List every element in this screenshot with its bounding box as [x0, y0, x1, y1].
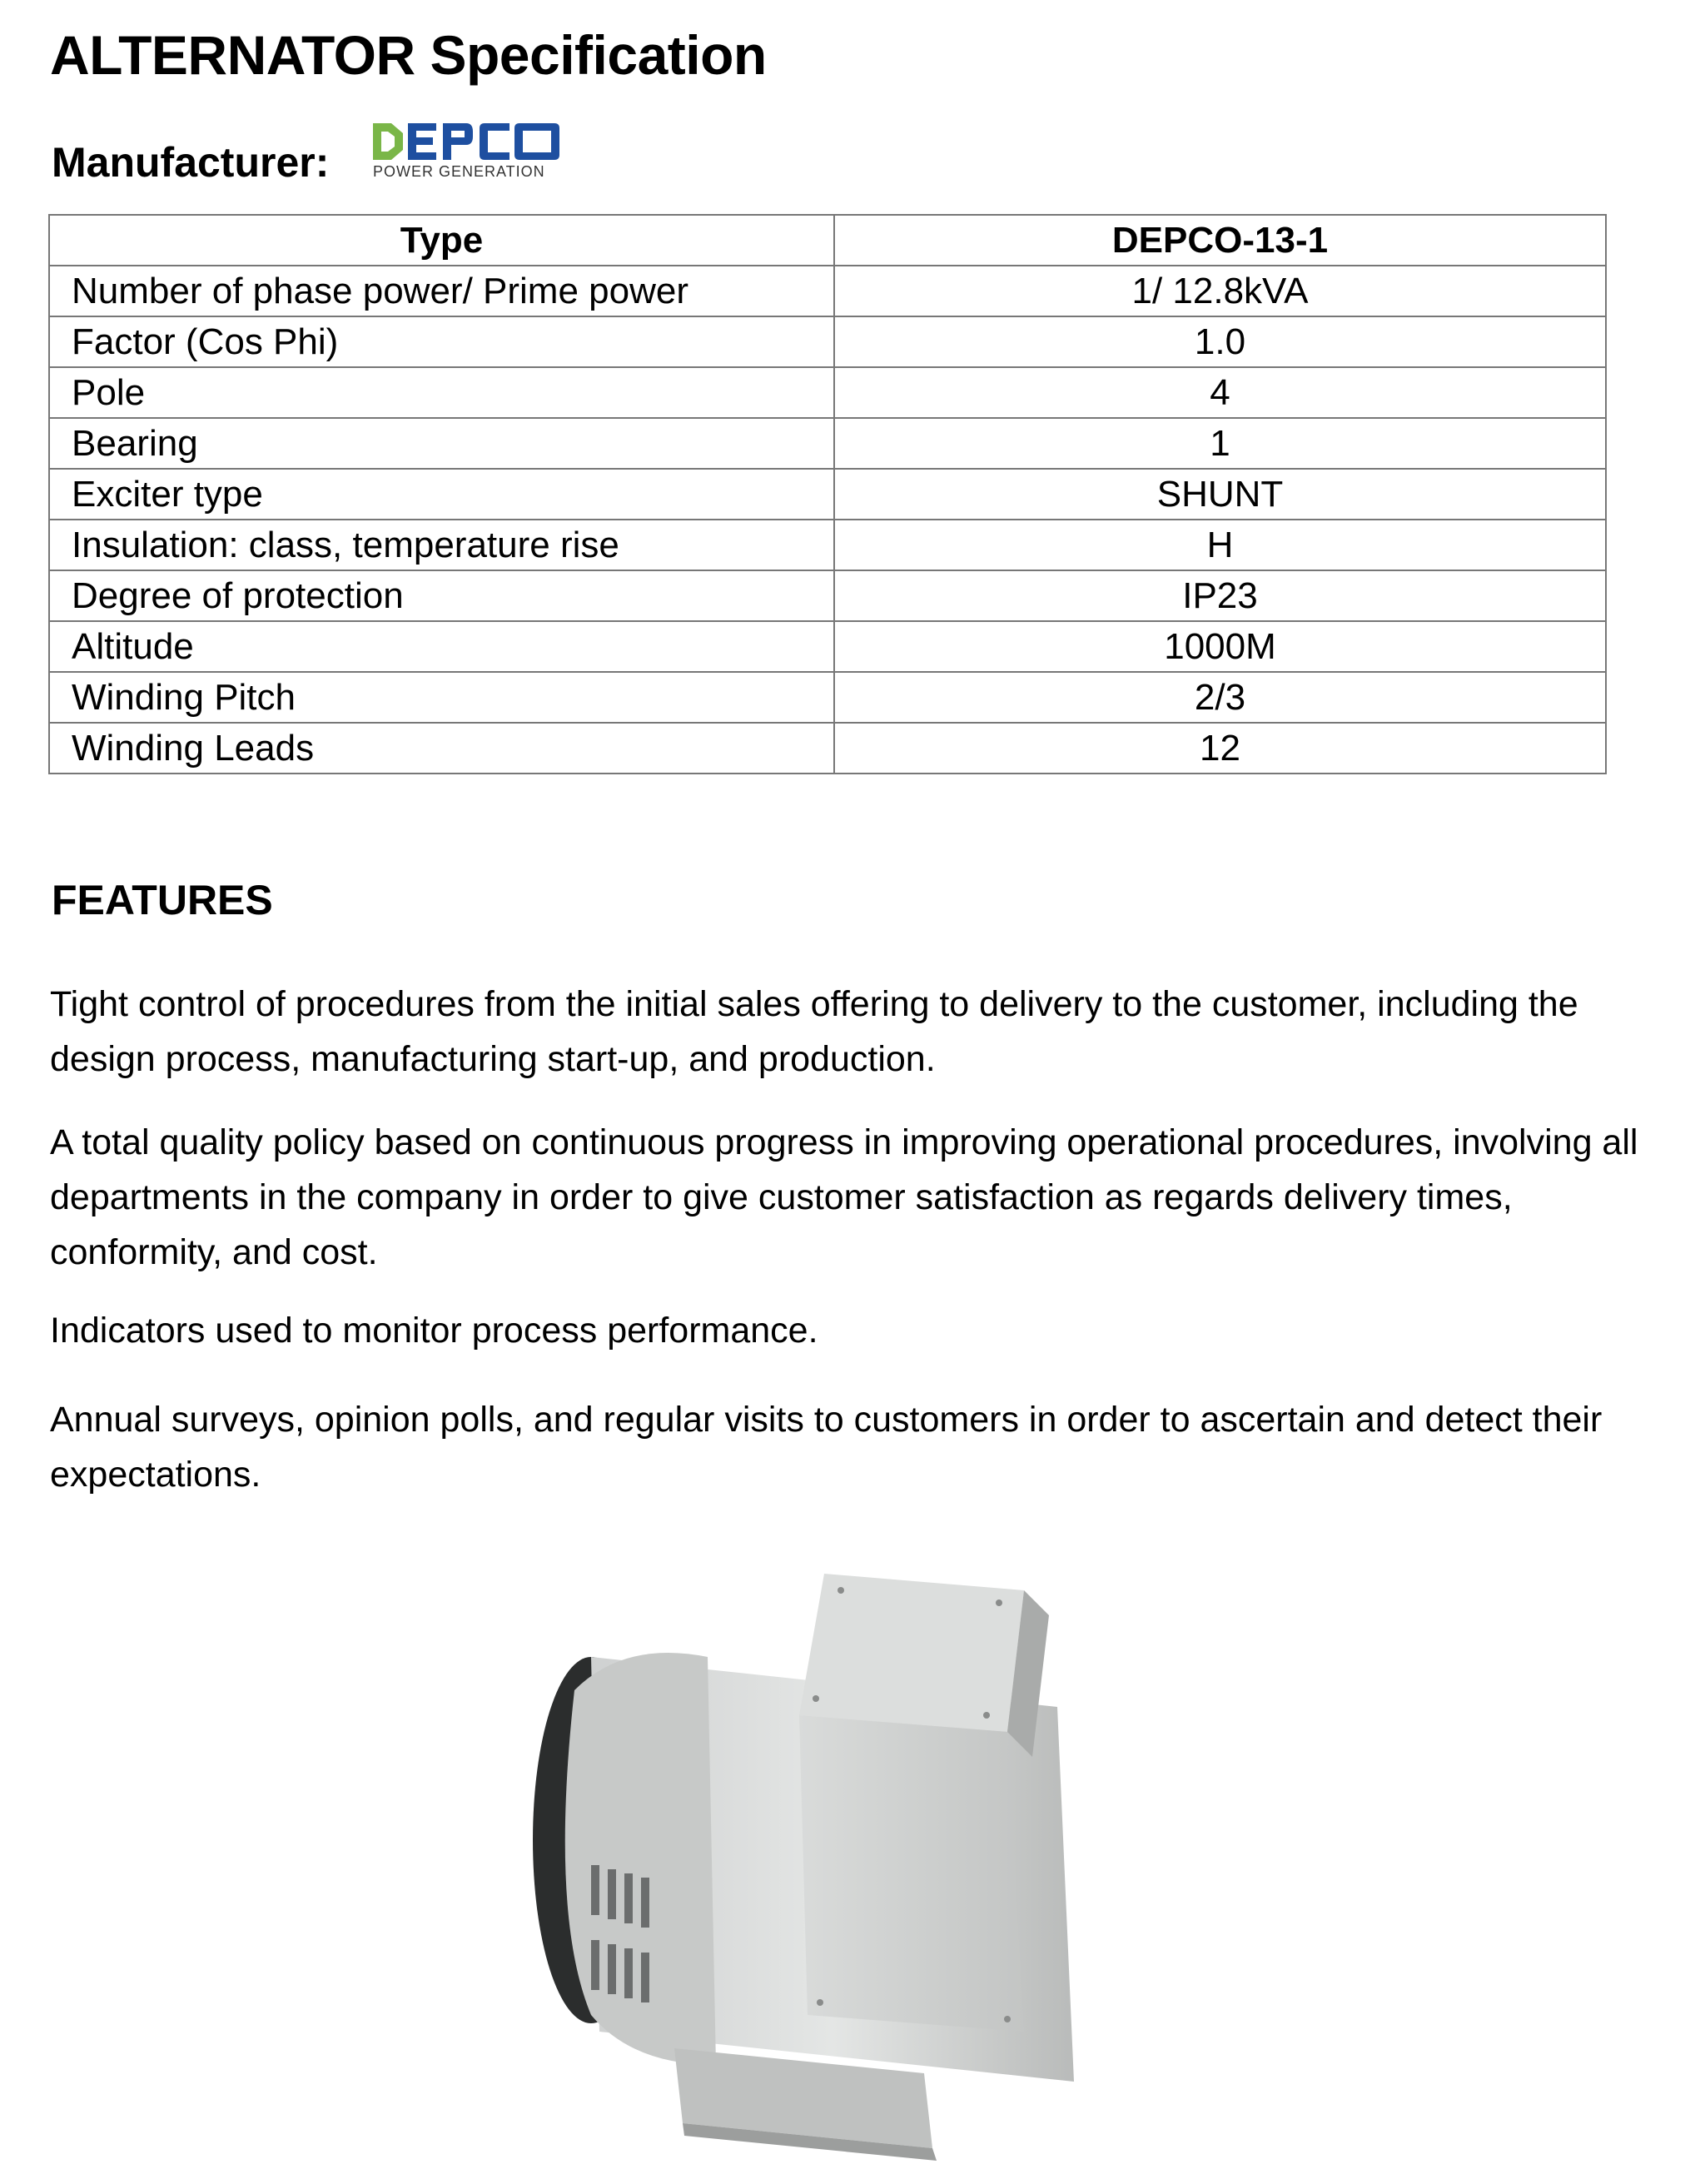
spec-value: 1.0 [834, 316, 1606, 367]
spec-value: SHUNT [834, 469, 1606, 520]
table-header-row [49, 215, 1606, 266]
table-row [49, 621, 1606, 672]
spec-label: Number of phase power/ Prime power [49, 266, 834, 316]
spec-value: 1 [834, 418, 1606, 469]
feature-paragraph: A total quality policy based on continuous progress in improving operational procedures, involving all departments in the company in order to give customer satisfaction as regards delivery times, conformity, and cost. [50, 1122, 1638, 1272]
feature-paragraph: Annual surveys, opinion polls, and regular visits to customers in order to ascertain and detect their expectations. [50, 1400, 1603, 1495]
logo-tagline: POWER GENERATION [373, 163, 545, 180]
spec-value: 1/ 12.8kVA [834, 266, 1606, 316]
spec-label: Factor (Cos Phi) [49, 316, 834, 367]
spec-label: Pole [49, 367, 834, 418]
spec-value: 4 [834, 367, 1606, 418]
spec-label: Altitude [49, 621, 834, 672]
spec-value: H [834, 520, 1606, 570]
spec-value: 2/3 [834, 672, 1606, 723]
table-row [49, 418, 1606, 469]
spec-value: IP23 [834, 570, 1606, 621]
manufacturer-label: Manufacturer: [52, 139, 330, 186]
page-title: ALTERNATOR Specification [50, 24, 767, 86]
spec-value: 12 [834, 723, 1606, 774]
alternator-photo [491, 1565, 1174, 2165]
table-row [49, 520, 1606, 570]
table-row [49, 570, 1606, 621]
table-row [49, 723, 1606, 774]
table-row [49, 469, 1606, 520]
table-row [49, 266, 1606, 316]
spec-table [48, 214, 1607, 774]
spec-label: Insulation: class, temperature rise [49, 520, 834, 570]
spec-label: Degree of protection [49, 570, 834, 621]
type-header: Type [49, 215, 834, 266]
features-heading: FEATURES [52, 877, 273, 923]
spec-label: Bearing [49, 418, 834, 469]
table-row [49, 316, 1606, 367]
table-row [49, 672, 1606, 723]
table-row [49, 367, 1606, 418]
feature-paragraph: Indicators used to monitor process performance. [50, 1311, 818, 1351]
spec-label: Winding Leads [49, 723, 834, 774]
spec-label: Winding Pitch [49, 672, 834, 723]
spec-label: Exciter type [49, 469, 834, 520]
spec-value: 1000M [834, 621, 1606, 672]
model-header: DEPCO-13-1 [834, 215, 1606, 266]
feature-paragraph: Tight control of procedures from the initial sales offering to delivery to the customer, including the design process, manufacturing start-up, and production. [50, 984, 1578, 1079]
